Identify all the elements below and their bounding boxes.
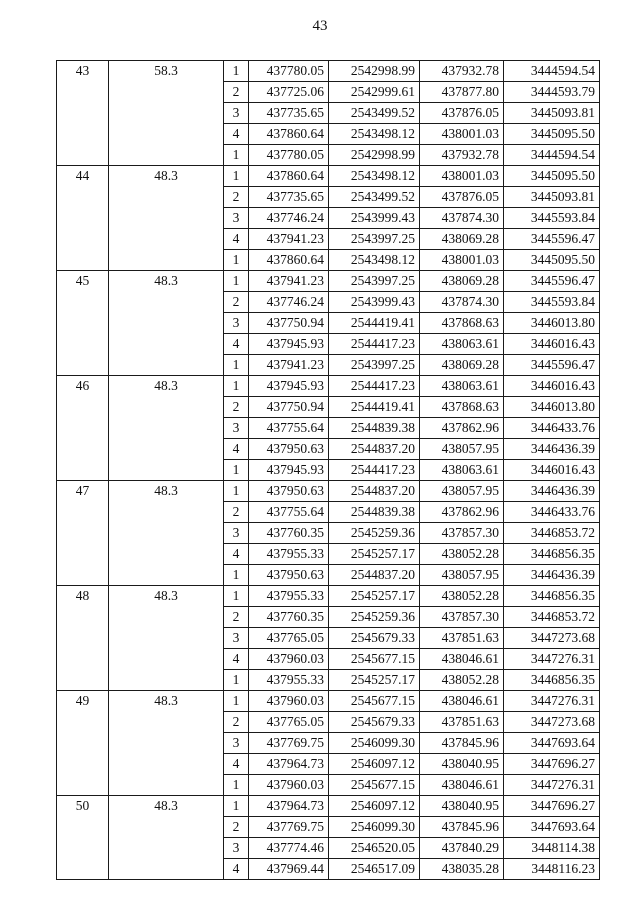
x1-cell: 437755.64 (249, 418, 329, 439)
point-number-cell: 1 (224, 61, 249, 82)
y1-cell: 2545679.33 (329, 628, 420, 649)
y2-cell: 3445593.84 (504, 292, 600, 313)
coordinates-table-body (57, 61, 600, 880)
point-number-cell: 2 (224, 292, 249, 313)
y1-cell: 2545257.17 (329, 586, 420, 607)
plot-number-cell: 46 (57, 376, 109, 481)
y2-cell: 3446436.39 (504, 481, 600, 502)
x2-cell: 438046.61 (420, 775, 504, 796)
y1-cell: 2543499.52 (329, 187, 420, 208)
y1-cell: 2545679.33 (329, 712, 420, 733)
x2-cell: 438063.61 (420, 334, 504, 355)
y2-cell: 3446013.80 (504, 397, 600, 418)
y2-cell: 3446016.43 (504, 460, 600, 481)
point-number-cell: 1 (224, 355, 249, 376)
y1-cell: 2544837.20 (329, 481, 420, 502)
x1-cell: 437780.05 (249, 61, 329, 82)
y2-cell: 3445095.50 (504, 166, 600, 187)
coordinates-table (56, 60, 600, 880)
x1-cell: 437750.94 (249, 313, 329, 334)
x2-cell: 437857.30 (420, 523, 504, 544)
table-row (57, 271, 600, 292)
x2-cell: 437845.96 (420, 733, 504, 754)
x2-cell: 437877.80 (420, 82, 504, 103)
point-number-cell: 1 (224, 691, 249, 712)
point-number-cell: 4 (224, 124, 249, 145)
x2-cell: 438052.28 (420, 586, 504, 607)
x2-cell: 437932.78 (420, 145, 504, 166)
x1-cell: 437860.64 (249, 124, 329, 145)
x2-cell: 437851.63 (420, 628, 504, 649)
point-number-cell: 3 (224, 418, 249, 439)
x1-cell: 437760.35 (249, 523, 329, 544)
x1-cell: 437755.64 (249, 502, 329, 523)
area-cell: 48.3 (109, 271, 224, 376)
x1-cell: 437964.73 (249, 796, 329, 817)
point-number-cell: 3 (224, 838, 249, 859)
y2-cell: 3446856.35 (504, 544, 600, 565)
x1-cell: 437774.46 (249, 838, 329, 859)
y1-cell: 2543997.25 (329, 271, 420, 292)
point-number-cell: 4 (224, 544, 249, 565)
y2-cell: 3445095.50 (504, 124, 600, 145)
x2-cell: 438069.28 (420, 355, 504, 376)
y2-cell: 3447696.27 (504, 754, 600, 775)
y1-cell: 2545677.15 (329, 691, 420, 712)
point-number-cell: 4 (224, 649, 249, 670)
y1-cell: 2544419.41 (329, 313, 420, 334)
area-cell: 58.3 (109, 61, 224, 166)
point-number-cell: 3 (224, 208, 249, 229)
x2-cell: 437868.63 (420, 397, 504, 418)
point-number-cell: 1 (224, 376, 249, 397)
point-number-cell: 2 (224, 817, 249, 838)
y2-cell: 3446436.39 (504, 439, 600, 460)
x2-cell: 437874.30 (420, 208, 504, 229)
table-row (57, 61, 600, 82)
y2-cell: 3444593.79 (504, 82, 600, 103)
y1-cell: 2543999.43 (329, 292, 420, 313)
point-number-cell: 4 (224, 229, 249, 250)
y2-cell: 3447273.68 (504, 712, 600, 733)
y2-cell: 3444594.54 (504, 61, 600, 82)
y1-cell: 2545257.17 (329, 544, 420, 565)
point-number-cell: 1 (224, 670, 249, 691)
x2-cell: 437876.05 (420, 187, 504, 208)
x1-cell: 437746.24 (249, 292, 329, 313)
y2-cell: 3446433.76 (504, 418, 600, 439)
x2-cell: 437868.63 (420, 313, 504, 334)
y2-cell: 3447276.31 (504, 649, 600, 670)
x2-cell: 438052.28 (420, 670, 504, 691)
x1-cell: 437964.73 (249, 754, 329, 775)
x1-cell: 437950.63 (249, 439, 329, 460)
table-row (57, 376, 600, 397)
y1-cell: 2544417.23 (329, 460, 420, 481)
x2-cell: 438040.95 (420, 754, 504, 775)
area-cell: 48.3 (109, 691, 224, 796)
y1-cell: 2545257.17 (329, 670, 420, 691)
x1-cell: 437769.75 (249, 733, 329, 754)
point-number-cell: 2 (224, 187, 249, 208)
y2-cell: 3446856.35 (504, 670, 600, 691)
y1-cell: 2544837.20 (329, 439, 420, 460)
x2-cell: 438001.03 (420, 166, 504, 187)
x1-cell: 437760.35 (249, 607, 329, 628)
point-number-cell: 1 (224, 586, 249, 607)
x2-cell: 438057.95 (420, 565, 504, 586)
x2-cell: 437845.96 (420, 817, 504, 838)
x1-cell: 437860.64 (249, 250, 329, 271)
x2-cell: 438063.61 (420, 376, 504, 397)
y2-cell: 3446856.35 (504, 586, 600, 607)
point-number-cell: 4 (224, 439, 249, 460)
x2-cell: 437862.96 (420, 502, 504, 523)
x1-cell: 437750.94 (249, 397, 329, 418)
x1-cell: 437950.63 (249, 481, 329, 502)
x2-cell: 437932.78 (420, 61, 504, 82)
y1-cell: 2543498.12 (329, 124, 420, 145)
plot-number-cell: 49 (57, 691, 109, 796)
point-number-cell: 3 (224, 313, 249, 334)
area-cell: 48.3 (109, 586, 224, 691)
plot-number-cell: 45 (57, 271, 109, 376)
x2-cell: 438035.28 (420, 859, 504, 880)
x1-cell: 437941.23 (249, 355, 329, 376)
point-number-cell: 1 (224, 271, 249, 292)
y1-cell: 2546099.30 (329, 817, 420, 838)
x1-cell: 437746.24 (249, 208, 329, 229)
x1-cell: 437945.93 (249, 460, 329, 481)
y2-cell: 3447693.64 (504, 733, 600, 754)
y2-cell: 3446016.43 (504, 376, 600, 397)
x1-cell: 437765.05 (249, 712, 329, 733)
x2-cell: 438001.03 (420, 124, 504, 145)
x1-cell: 437945.93 (249, 376, 329, 397)
page-number: 43 (312, 18, 328, 34)
y2-cell: 3446436.39 (504, 565, 600, 586)
x1-cell: 437725.06 (249, 82, 329, 103)
x1-cell: 437780.05 (249, 145, 329, 166)
y1-cell: 2543498.12 (329, 166, 420, 187)
y1-cell: 2544839.38 (329, 502, 420, 523)
y1-cell: 2546520.05 (329, 838, 420, 859)
x1-cell: 437960.03 (249, 691, 329, 712)
plot-number-cell: 50 (57, 796, 109, 880)
x1-cell: 437969.44 (249, 859, 329, 880)
y1-cell: 2546097.12 (329, 796, 420, 817)
y2-cell: 3448114.38 (504, 838, 600, 859)
x2-cell: 438046.61 (420, 691, 504, 712)
plot-number-cell: 43 (57, 61, 109, 166)
y1-cell: 2544839.38 (329, 418, 420, 439)
x1-cell: 437960.03 (249, 649, 329, 670)
y2-cell: 3445093.81 (504, 103, 600, 124)
y1-cell: 2544837.20 (329, 565, 420, 586)
x1-cell: 437941.23 (249, 229, 329, 250)
point-number-cell: 4 (224, 334, 249, 355)
table-row (57, 796, 600, 817)
x1-cell: 437955.33 (249, 670, 329, 691)
y2-cell: 3446013.80 (504, 313, 600, 334)
x2-cell: 438040.95 (420, 796, 504, 817)
x1-cell: 437955.33 (249, 586, 329, 607)
y2-cell: 3445596.47 (504, 229, 600, 250)
point-number-cell: 2 (224, 607, 249, 628)
y1-cell: 2544419.41 (329, 397, 420, 418)
y1-cell: 2545259.36 (329, 523, 420, 544)
x2-cell: 438063.61 (420, 460, 504, 481)
y2-cell: 3445596.47 (504, 355, 600, 376)
y1-cell: 2546099.30 (329, 733, 420, 754)
point-number-cell: 1 (224, 796, 249, 817)
y2-cell: 3447693.64 (504, 817, 600, 838)
y1-cell: 2544417.23 (329, 334, 420, 355)
y2-cell: 3447696.27 (504, 796, 600, 817)
point-number-cell: 2 (224, 502, 249, 523)
y1-cell: 2543997.25 (329, 355, 420, 376)
table-row (57, 166, 600, 187)
y2-cell: 3446853.72 (504, 607, 600, 628)
point-number-cell: 1 (224, 145, 249, 166)
y1-cell: 2545677.15 (329, 775, 420, 796)
point-number-cell: 3 (224, 523, 249, 544)
x2-cell: 437840.29 (420, 838, 504, 859)
y1-cell: 2543499.52 (329, 103, 420, 124)
x1-cell: 437941.23 (249, 271, 329, 292)
plot-number-cell: 48 (57, 586, 109, 691)
x1-cell: 437950.63 (249, 565, 329, 586)
y2-cell: 3446433.76 (504, 502, 600, 523)
y1-cell: 2542998.99 (329, 145, 420, 166)
area-cell: 48.3 (109, 376, 224, 481)
x2-cell: 438001.03 (420, 250, 504, 271)
y2-cell: 3446853.72 (504, 523, 600, 544)
y2-cell: 3447273.68 (504, 628, 600, 649)
y2-cell: 3446016.43 (504, 334, 600, 355)
point-number-cell: 3 (224, 103, 249, 124)
plot-number-cell: 47 (57, 481, 109, 586)
y1-cell: 2543999.43 (329, 208, 420, 229)
point-number-cell: 2 (224, 397, 249, 418)
x2-cell: 438046.61 (420, 649, 504, 670)
y2-cell: 3444594.54 (504, 145, 600, 166)
point-number-cell: 2 (224, 712, 249, 733)
y1-cell: 2546097.12 (329, 754, 420, 775)
point-number-cell: 1 (224, 565, 249, 586)
x1-cell: 437960.03 (249, 775, 329, 796)
plot-number-cell: 44 (57, 166, 109, 271)
x2-cell: 438069.28 (420, 229, 504, 250)
table-row (57, 691, 600, 712)
x1-cell: 437735.65 (249, 187, 329, 208)
y1-cell: 2543498.12 (329, 250, 420, 271)
point-number-cell: 3 (224, 628, 249, 649)
table-row (57, 586, 600, 607)
x2-cell: 437851.63 (420, 712, 504, 733)
x1-cell: 437735.65 (249, 103, 329, 124)
y2-cell: 3448116.23 (504, 859, 600, 880)
y2-cell: 3445093.81 (504, 187, 600, 208)
y2-cell: 3445593.84 (504, 208, 600, 229)
x1-cell: 437860.64 (249, 166, 329, 187)
area-cell: 48.3 (109, 166, 224, 271)
x1-cell: 437765.05 (249, 628, 329, 649)
area-cell: 48.3 (109, 481, 224, 586)
area-cell: 48.3 (109, 796, 224, 880)
x2-cell: 438057.95 (420, 439, 504, 460)
point-number-cell: 1 (224, 250, 249, 271)
x2-cell: 437876.05 (420, 103, 504, 124)
y1-cell: 2546517.09 (329, 859, 420, 880)
y1-cell: 2545259.36 (329, 607, 420, 628)
y1-cell: 2543997.25 (329, 229, 420, 250)
x2-cell: 437857.30 (420, 607, 504, 628)
y1-cell: 2542998.99 (329, 61, 420, 82)
point-number-cell: 1 (224, 166, 249, 187)
point-number-cell: 1 (224, 460, 249, 481)
point-number-cell: 4 (224, 754, 249, 775)
point-number-cell: 2 (224, 82, 249, 103)
y1-cell: 2545677.15 (329, 649, 420, 670)
y2-cell: 3447276.31 (504, 691, 600, 712)
table-row (57, 481, 600, 502)
point-number-cell: 3 (224, 733, 249, 754)
x2-cell: 437862.96 (420, 418, 504, 439)
y2-cell: 3445095.50 (504, 250, 600, 271)
x2-cell: 437874.30 (420, 292, 504, 313)
y2-cell: 3447276.31 (504, 775, 600, 796)
y2-cell: 3445596.47 (504, 271, 600, 292)
x1-cell: 437955.33 (249, 544, 329, 565)
x1-cell: 437945.93 (249, 334, 329, 355)
x2-cell: 438069.28 (420, 271, 504, 292)
y1-cell: 2542999.61 (329, 82, 420, 103)
y1-cell: 2544417.23 (329, 376, 420, 397)
point-number-cell: 4 (224, 859, 249, 880)
x2-cell: 438057.95 (420, 481, 504, 502)
point-number-cell: 1 (224, 775, 249, 796)
point-number-cell: 1 (224, 481, 249, 502)
x1-cell: 437769.75 (249, 817, 329, 838)
x2-cell: 438052.28 (420, 544, 504, 565)
